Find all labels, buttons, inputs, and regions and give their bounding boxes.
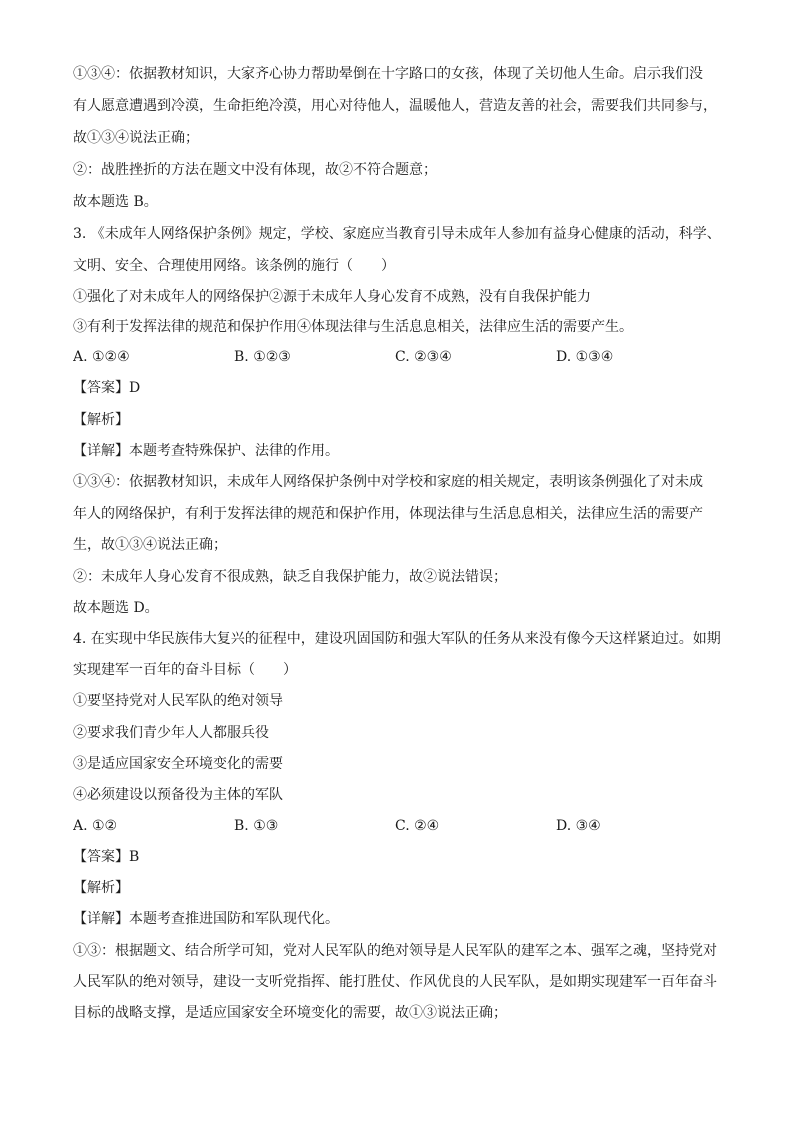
q3-stem-line-1: 3. 《未成年人网络保护条例》规定，学校、家庭应当教育引导未成年人参加有益身心健康的活动，科学、 [73,226,721,242]
q2-explanation-line-4: ②：战胜挫折的方法在题文中没有体现，故②不符合题意； [73,162,437,178]
q3-detail: 【详解】本题考查特殊保护、法律的作用。 [73,443,339,459]
q3-option-c: C. ②③④ [395,349,452,365]
q4-option-d: D. ③④ [556,818,601,834]
q4-analysis-heading: 【解析】 [73,880,129,896]
q3-analysis-heading: 【解析】 [73,412,129,428]
q4-option-c: C. ②④ [395,818,440,834]
q3-explanation-line-3: 生，故①③④说法正确； [73,537,227,553]
q4-explanation-line-2: 人民军队的绝对领导，建设一支听党指挥、能打胜仗、作风优良的人民军队，是如期实现建军一百年奋斗 [73,974,717,990]
q4-explanation-line-1: ①③：根据题文、结合所学可知，党对人民军队的绝对领导是人民军队的建军之本、强军之魂，坚持党对 [73,943,717,959]
q3-statements-line-1: ①强化了对未成年人的网络保护②源于未成年人身心发育不成熟，没有自我保护能力 [73,289,591,305]
q3-option-a: A. ①②④ [73,349,130,365]
q4-options [73,815,723,837]
q4-statement-1: ①要坚持党对人民军队的绝对领导 [73,693,283,709]
q4-statement-3: ③是适应国家安全环境变化的需要 [73,756,283,772]
q3-stem-line-2: 文明、安全、合理使用网络。该条例的施行（ ） [73,258,395,274]
q2-explanation-line-3: 故①③④说法正确； [73,130,199,146]
q3-conclusion: 故本题选 D。 [73,600,159,616]
q3-options [73,346,723,368]
q3-explanation-line-1: ①③④：依据教材知识，未成年人网络保护条例中对学校和家庭的相关规定，表明该条例强化了对未成 [73,474,703,490]
q4-answer: 【答案】B [73,849,140,865]
q4-option-b: B. ①③ [234,818,279,834]
q2-explanation-line-1: ①③④：依据教材知识，大家齐心协力帮助晕倒在十字路口的女孩，体现了关切他人生命。启示我们没 [73,66,703,82]
q4-stem-line-1: 4. 在实现中华民族伟大复兴的征程中，建设巩固国防和强大军队的任务从来没有像今天这样紧迫过。如期 [73,631,721,647]
q3-answer: 【答案】D [73,380,141,396]
q3-statements-line-2: ③有利于发挥法律的规范和保护作用④体现法律与生活息息相关，法律应生活的需要产生。 [73,319,633,335]
q3-option-d: D. ①③④ [556,349,614,365]
q2-conclusion: 故本题选 B。 [73,194,158,210]
q4-option-a: A. ①② [73,818,118,834]
q2-explanation-line-2: 有人愿意遭遇到冷漠，生命拒绝冷漠，用心对待他人，温暖他人，营造友善的社会，需要我们共同参与， [73,98,717,114]
q3-explanation-line-2: 年人的网络保护，有利于发挥法律的规范和保护作用，体现法律与生活息息相关，法律应生活的需要产 [73,506,703,522]
q3-option-b: B. ①②③ [234,349,291,365]
q4-stem-line-2: 实现建军一百年的奋斗目标（ ） [73,662,297,678]
q3-explanation-line-4: ②：未成年人身心发育不很成熟，缺乏自我保护能力，故②说法错误； [73,569,507,585]
q4-statement-4: ④必须建设以预备役为主体的军队 [73,787,283,803]
q4-explanation-line-3: 目标的战略支撑，是适应国家安全环境变化的需要，故①③说法正确； [73,1005,507,1021]
q4-statement-2: ②要求我们青少年人人都服兵役 [73,725,269,741]
q4-detail: 【详解】本题考查推进国防和军队现代化。 [73,911,339,927]
